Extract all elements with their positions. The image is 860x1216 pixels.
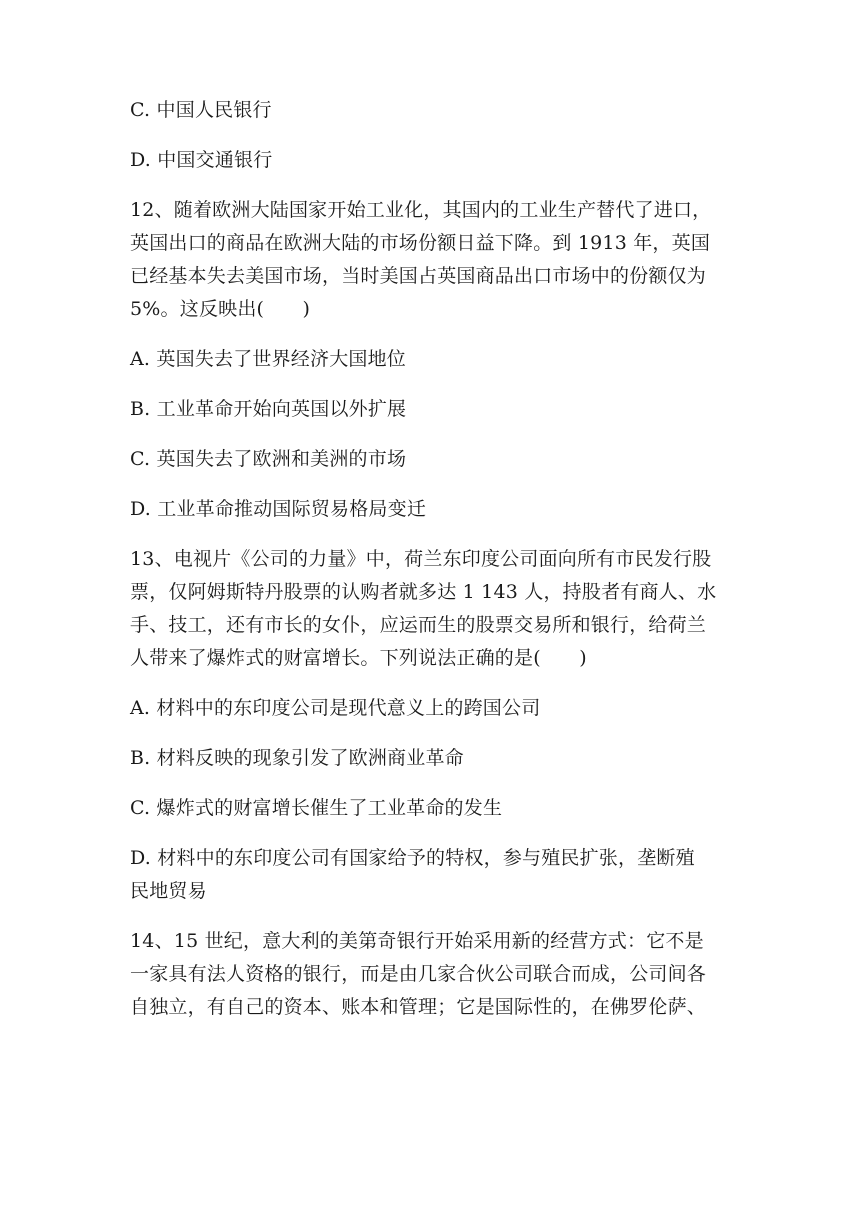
question-13-stem: [130, 543, 740, 675]
q12-option-a: A. 英国失去了世界经济大国地位: [130, 348, 407, 370]
q13-option-c: C. 爆炸式的财富增长催生了工业革命的发生: [130, 797, 503, 819]
q13-option-d: [130, 842, 740, 908]
q13-option-d-line: 民地贸易: [130, 880, 207, 902]
q12-option-d: D. 工业革命推动国际贸易格局变迁: [130, 498, 427, 520]
q11-option-d: D. 中国交通银行: [130, 149, 273, 171]
q11-option-c: C. 中国人民银行: [130, 99, 272, 121]
q12-line: 已经基本失去美国市场，当时美国占英国商品出口市场中的份额仅为: [130, 265, 707, 287]
document-page: [130, 94, 740, 1024]
q14-line: 自独立，有自己的资本、账本和管理；它是国际性的，在佛罗伦萨、: [130, 996, 707, 1018]
q12-option-c: C. 英国失去了欧洲和美洲的市场: [130, 448, 407, 470]
q12-line: 英国出口的商品在欧洲大陆的市场份额日益下降。到 1913 年，英国: [130, 232, 711, 254]
q13-option-a: A. 材料中的东印度公司是现代意义上的跨国公司: [130, 697, 541, 719]
q13-line: 人带来了爆炸式的财富增长。下列说法正确的是( ): [130, 647, 587, 669]
q13-option-b: B. 材料反映的现象引发了欧洲商业革命: [130, 747, 464, 769]
q13-line: 13、电视片《公司的力量》中，荷兰东印度公司面向所有市民发行股: [130, 548, 712, 570]
q13-line: 票，仅阿姆斯特丹股票的认购者就多达 1 143 人，持股者有商人、水: [130, 581, 717, 603]
q12-line: 12、随着欧洲大陆国家开始工业化，其国内的工业生产替代了进口，: [130, 199, 712, 221]
q13-option-d-line: D. 材料中的东印度公司有国家给予的特权，参与殖民扩张，垄断殖: [130, 847, 695, 869]
q12-option-b: B. 工业革命开始向英国以外扩展: [130, 398, 407, 420]
q14-line: 14、15 世纪，意大利的美第奇银行开始采用新的经营方式：它不是: [130, 930, 704, 952]
q13-line: 手、技工，还有市长的女仆，应运而生的股票交易所和银行，给荷兰: [130, 614, 707, 636]
question-14-stem: [130, 925, 740, 1024]
q14-line: 一家具有法人资格的银行，而是由几家合伙公司联合而成，公司间各: [130, 963, 707, 985]
q12-line: 5%。这反映出( ): [130, 298, 311, 320]
question-12-stem: [130, 194, 740, 326]
